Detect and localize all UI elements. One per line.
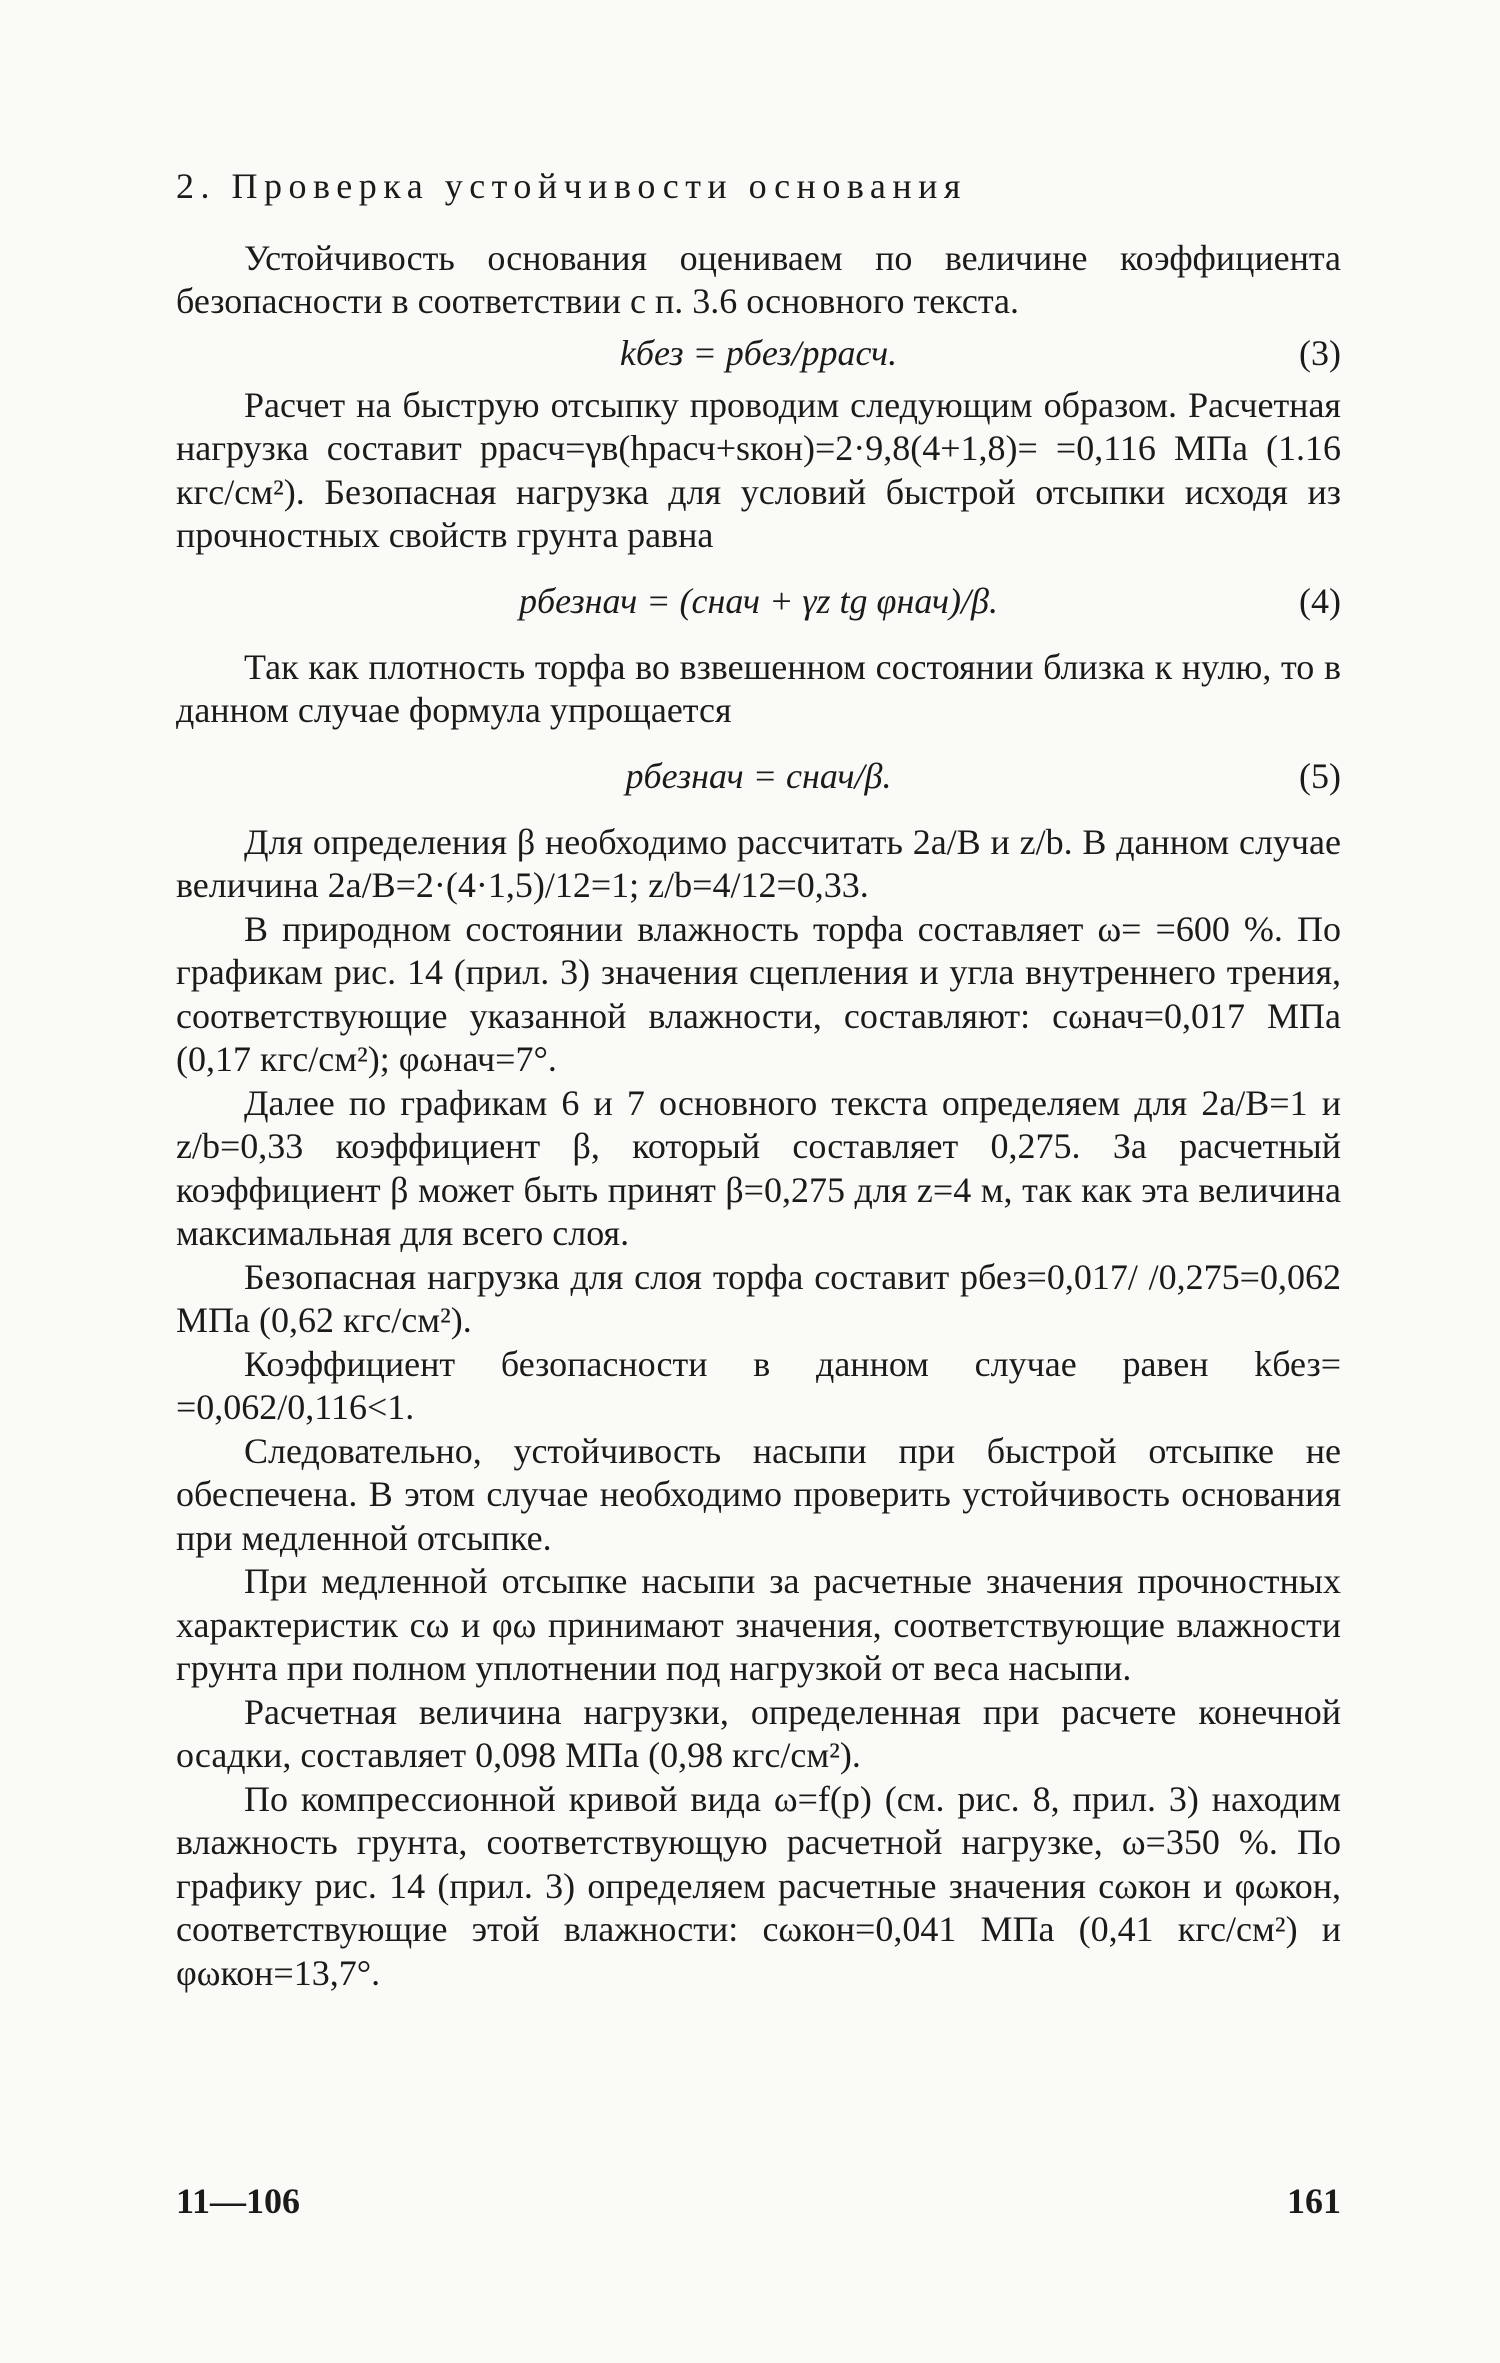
formula-4-expression: pбезнач = (cнач + γz tg φнач)/β. bbox=[519, 580, 998, 621]
formula-3 bbox=[176, 324, 1341, 384]
formula-3-expression: kбез = pбез/pрасч. bbox=[619, 332, 898, 373]
paragraph-3: Так как плотность торфа во взвешенном состоянии близка к нулю, то в данном случае формула упрощается bbox=[176, 646, 1341, 730]
paragraph-8: Коэффициент безопасности в данном случае равен kбез= =0,062/0,116<1. bbox=[176, 1343, 1341, 1427]
page-body bbox=[176, 165, 1341, 1995]
paragraph-5: В природном состоянии влажность торфа составляет ω= =600 %. По графикам рис. 14 (прил. 3) значения сцепления и угла внутреннего трения, соответствующие указанной влажности, составляют: cωнач=0,017 МПа (0,17 кгс/см²); φωнач=7°. bbox=[176, 908, 1341, 1079]
paragraph-6: Далее по графикам 6 и 7 основного текста определяем для 2a/B=1 и z/b=0,33 коэффициент β, который составляет 0,275. За расчетный коэффициент β может быть принят β=0,275 для z=4 м, так как эта величина максимальная для всего слоя. bbox=[176, 1082, 1341, 1253]
formula-5-number: (5) bbox=[1299, 755, 1341, 796]
section-heading: 2. Проверка устойчивости основания bbox=[176, 166, 967, 206]
page-number: 161 bbox=[1287, 2181, 1341, 2221]
formula-4-number: (4) bbox=[1299, 580, 1341, 621]
paragraph-9: Следовательно, устойчивость насыпи при быстрой отсыпке не обеспечена. В этом случае необходимо проверить устойчивость основания при медленной отсыпке. bbox=[176, 1430, 1341, 1558]
formula-5-expression: pбезнач = cнач/β. bbox=[625, 755, 892, 796]
formula-3-number: (3) bbox=[1299, 332, 1341, 373]
paragraph-12: По компрессионной кривой вида ω=f(p) (см. рис. 8, прил. 3) находим влажность грунта, соответствующую расчетной нагрузке, ω=350 %. По графику рис. 14 (прил. 3) определяем расчетные значения cωкон и φωкон, соответствующие этой влажности: cωкон=0,041 МПа (0,41 кгс/см²) и φωкон=13,7°. bbox=[176, 1778, 1341, 1993]
paragraph-4: Для определения β необходимо рассчитать 2a/B и z/b. В данном случае величина 2a/B=2·(4·1,5)/12=1; z/b=4/12=0,33. bbox=[176, 821, 1341, 905]
paragraph-1: Устойчивость основания оцениваем по величине коэффициента безопасности в соответствии с п. 3.6 основного текста. bbox=[176, 237, 1341, 321]
paragraph-11: Расчетная величина нагрузки, определенная при расчете конечной осадки, составляет 0,098 МПа (0,98 кгс/см²). bbox=[176, 1691, 1341, 1775]
paragraph-2: Расчет на быструю отсыпку проводим следующим образом. Расчетная нагрузка составит pрасч=γв(hрасч+sкон)=2·9,8(4+1,8)= =0,116 МПа (1.16 кгс/см²). Безопасная нагрузка для условий быстрой отсыпки исходя из прочностных свойств грунта равна bbox=[176, 384, 1341, 555]
paragraph-10: При медленной отсыпке насыпи за расчетные значения прочностных характеристик cω и φω принимают значения, соответствующие влажности грунта при полном уплотнении под нагрузкой от веса насыпи. bbox=[176, 1561, 1341, 1688]
formula-4 bbox=[176, 572, 1341, 632]
page-footer bbox=[176, 2180, 1341, 2222]
printer-signature: 11—106 bbox=[176, 2181, 301, 2221]
paragraph-7: Безопасная нагрузка для слоя торфа составит pбез=0,017/ /0,275=0,062 МПа (0,62 кгс/см²). bbox=[176, 1256, 1341, 1340]
formula-5 bbox=[176, 747, 1341, 807]
